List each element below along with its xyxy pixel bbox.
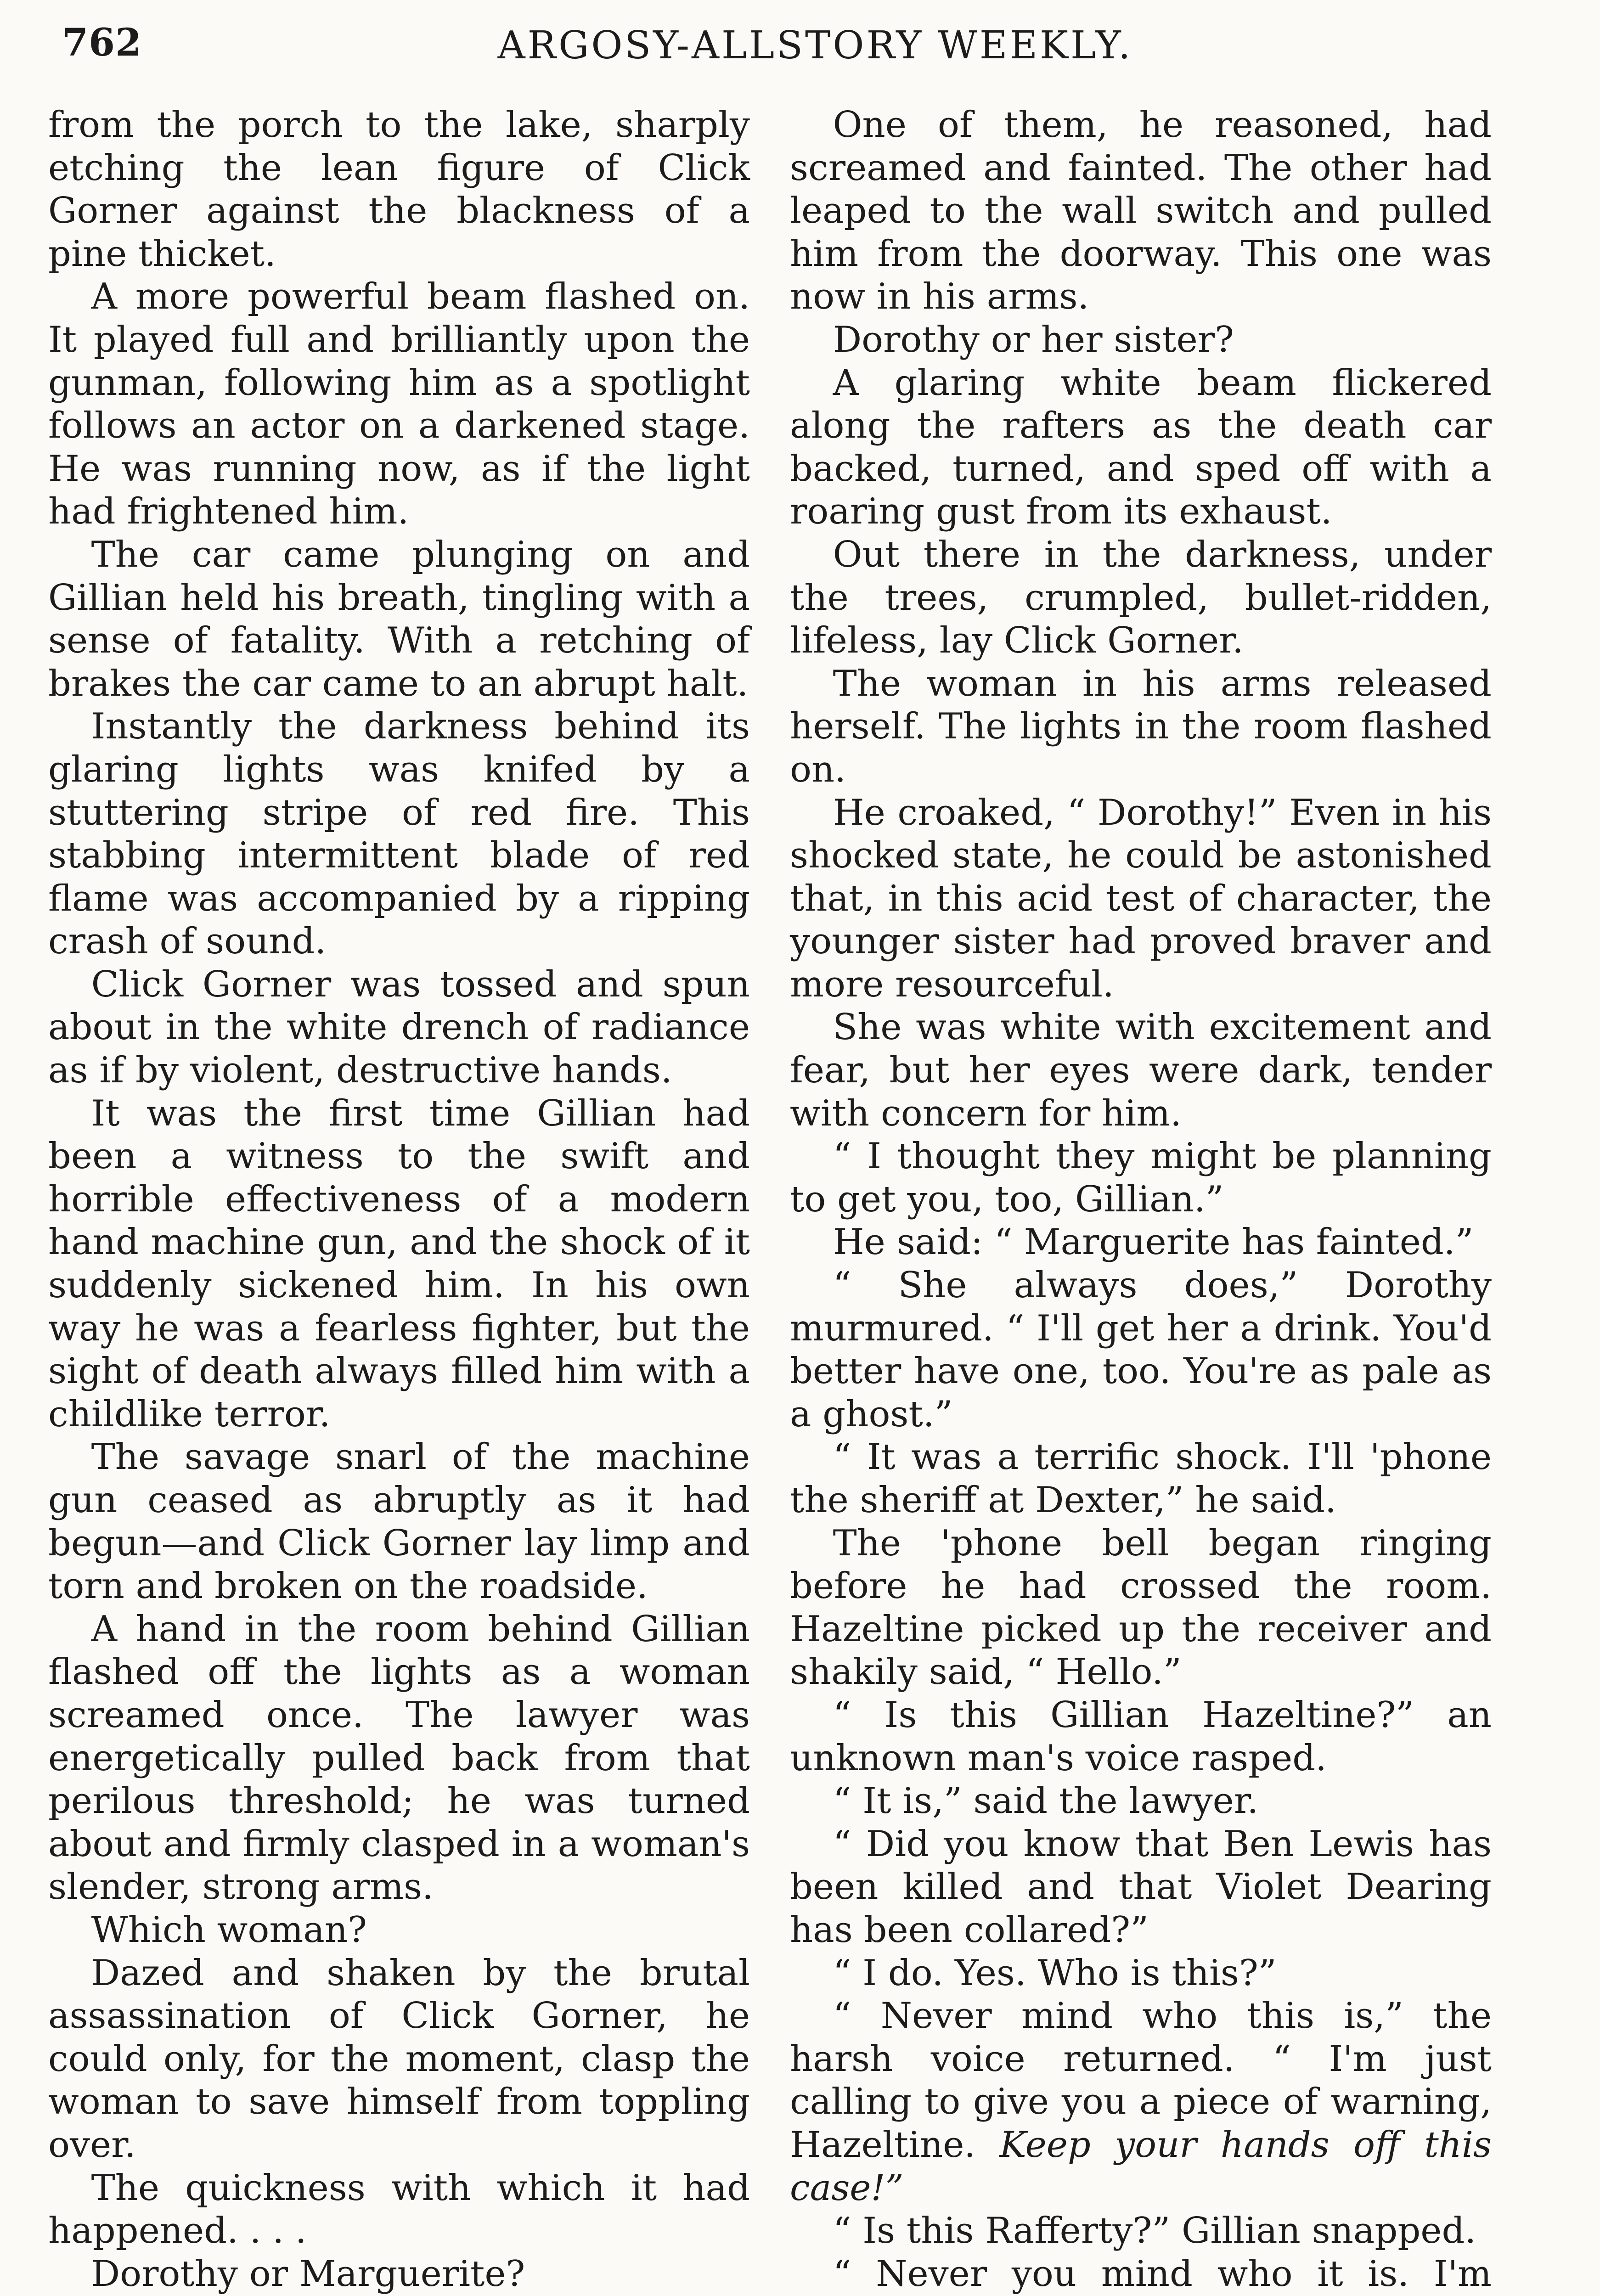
paragraph: She was white with excitement and fear, but her eyes were dark, tender with concern for him. (790, 1007, 1492, 1134)
paragraph: “ Never you mind who it is. I'm (833, 2253, 1492, 2295)
paragraph: “ It is,” said the lawyer. (833, 1780, 1259, 1822)
right-column (790, 104, 1492, 2296)
paragraph: “ Is this Gillian Hazeltine?” an unknown man's voice rasped. (790, 1694, 1492, 1779)
paragraph: “ I do. Yes. Who is this?” (833, 1952, 1277, 1994)
paragraph: Which woman? (91, 1909, 367, 1951)
paragraph: The 'phone bell began ringing before he had crossed the room. Hazeltine picked up the receiver and shakily said, “ Hello.” (790, 1522, 1492, 1693)
paragraph: from the porch to the lake, sharply etching the lean figure of Click Gorner against the blackness of a pine thicket. (48, 104, 750, 275)
paragraph: Dorothy or Marguerite? (91, 2253, 525, 2295)
paragraph-text: “ Never mind who this is,” the harsh voice returned. “ I'm just calling to give you a piece of warning, Hazeltine. (790, 1995, 1492, 2166)
paragraph: The car came plunging on and Gillian held his breath, tingling with a sense of fatality. With a retching of brakes the car came to an abrupt halt. (48, 534, 750, 704)
paragraph: “ I thought they might be planning to get you, too, Gillian.” (790, 1136, 1492, 1220)
running-head: ARGOSY-ALLSTORY WEEKLY. (497, 23, 1133, 68)
paragraph: He croaked, “ Dorothy!” Even in his shocked state, he could be astonished that, in this acid test of character, the younger sister had proved braver and more resourceful. (790, 792, 1492, 1005)
paragraph: Out there in the darkness, under the trees, crumpled, bullet-ridden, lifeless, lay Click Gorner. (790, 534, 1492, 662)
paragraph: A glaring white beam flickered along the rafters as the death car backed, turned, and sped off with a roaring gust from its exhaust. (790, 362, 1492, 533)
paragraph: The savage snarl of the machine gun ceased as abruptly as it had begun—and Click Gorner lay limp and torn and broken on the roadside. (48, 1436, 750, 1607)
paragraph: The quickness with which it had happened. . . . (48, 2167, 750, 2252)
paragraph: He said: “ Marguerite has fainted.” (833, 1221, 1474, 1263)
paragraph: One of them, he reasoned, had screamed and fainted. The other had leaped to the wall switch and pulled him from the doorway. This one was now in his arms. (790, 104, 1492, 318)
paragraph (790, 1995, 1492, 2210)
paragraph: A hand in the room behind Gillian flashed off the lights as a woman screamed once. The lawyer was energetically pulled back from that perilous threshold; he was turned about and firmly clasped in a woman's slender, strong arms. (48, 1608, 750, 1908)
page-number: 762 (62, 21, 142, 65)
paragraph: Instantly the darkness behind its glaring lights was knifed by a stuttering stripe of red fire. This stabbing intermittent blade of red flame was accompanied by a ripping crash of sound. (48, 706, 750, 962)
paragraph: Click Gorner was tossed and spun about in the white drench of radiance as if by violent, destructive hands. (48, 963, 750, 1092)
left-column (48, 104, 750, 2296)
paragraph: Dorothy or her sister? (833, 319, 1234, 360)
paragraph: A more powerful beam flashed on. It played full and brilliantly upon the gunman, following him as a spotlight follows an actor on a darkened stage. He was running now, as if the light had frightened him. (48, 276, 750, 533)
paragraph: Dazed and shaken by the brutal assassination of Click Gorner, he could only, for the moment, clasp the woman to save himself from toppling over. (48, 1952, 750, 2166)
paragraph: It was the first time Gillian had been a witness to the swift and horrible effectiveness of a modern hand machine gun, and the shock of it suddenly sickened him. In his own way he was a fearless fighter, but the sight of death always filled him with a childlike terror. (48, 1092, 750, 1435)
paragraph: The woman in his arms released herself. The lights in the room flashed on. (790, 663, 1492, 790)
italic-warning: Keep your hands off this case!” (790, 2124, 1492, 2209)
paragraph: “ Did you know that Ben Lewis has been killed and that Violet Dearing has been collared?” (790, 1823, 1492, 1951)
paragraph: “ She always does,” Dorothy murmured. “ I'll get her a drink. You'd better have one, too. You're as pale as a ghost.” (790, 1265, 1492, 1435)
paragraph: “ It was a terrific shock. I'll 'phone the sheriff at Dexter,” he said. (790, 1436, 1492, 1521)
paragraph: “ Is this Rafferty?” Gillian snapped. (833, 2210, 1476, 2252)
